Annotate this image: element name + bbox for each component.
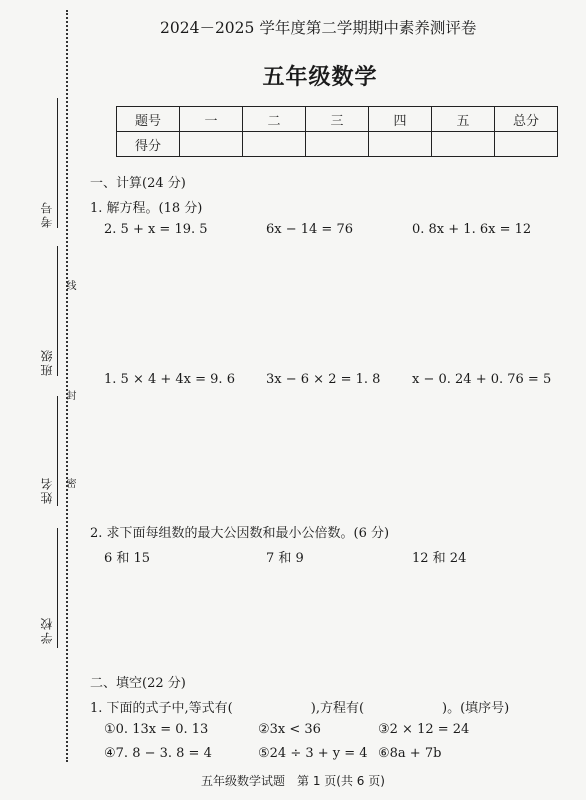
binding-mark-line: 线 bbox=[64, 280, 75, 290]
score-cell: 题号 bbox=[117, 107, 180, 132]
equation: 6x − 14 = 76 bbox=[266, 222, 354, 237]
exam-title: 2024－2025 学年度第二学期期中素养测评卷 bbox=[160, 19, 477, 37]
section-2-title: 二、填空(22 分) bbox=[90, 676, 186, 691]
score-entry-cell[interactable] bbox=[180, 132, 243, 157]
name-label: 姓名 bbox=[40, 476, 54, 504]
exam-no-write-line bbox=[57, 98, 58, 228]
equation: 1. 5 × 4 + 4x = 9. 6 bbox=[104, 372, 235, 387]
class-label: 班级 bbox=[40, 348, 54, 376]
number-pair: 7 和 9 bbox=[266, 551, 304, 566]
score-entry-cell[interactable] bbox=[243, 132, 306, 157]
score-entry-cell[interactable] bbox=[432, 132, 495, 157]
score-table bbox=[116, 106, 558, 157]
section-1-title: 一、计算(24 分) bbox=[90, 176, 186, 191]
option-item: ③2 × 12 = 24 bbox=[378, 722, 470, 737]
score-cell: 得分 bbox=[117, 132, 180, 157]
school-write-line bbox=[57, 528, 58, 648]
score-cell: 二 bbox=[243, 107, 306, 132]
number-pair: 12 和 24 bbox=[412, 551, 467, 566]
question-2-title: 2. 求下面每组数的最大公因数和最小公倍数。(6 分) bbox=[90, 526, 390, 541]
option-item: ①0. 13x = 0. 13 bbox=[104, 722, 209, 737]
exam-no-label: 考号 bbox=[40, 200, 54, 228]
score-cell: 一 bbox=[180, 107, 243, 132]
subject-title: 五年级数学 bbox=[262, 64, 378, 90]
binding-dotted-line bbox=[66, 10, 68, 762]
score-cell: 四 bbox=[369, 107, 432, 132]
binding-mark-secret: 密 bbox=[64, 478, 75, 488]
fill-question-middle: ),方程有( bbox=[310, 701, 365, 716]
equation: 3x − 6 × 2 = 1. 8 bbox=[266, 372, 381, 387]
binding-mark-seal: 封 bbox=[64, 390, 75, 400]
fill-question-1 bbox=[90, 697, 509, 716]
score-cell: 三 bbox=[306, 107, 369, 132]
question-1-title: 1. 解方程。(18 分) bbox=[90, 201, 203, 216]
score-table-header-row bbox=[117, 107, 558, 132]
class-write-line bbox=[57, 246, 58, 376]
equation: 2. 5 + x = 19. 5 bbox=[104, 222, 208, 237]
option-item: ②3x < 36 bbox=[258, 722, 321, 737]
page-footer: 五年级数学试题 第 1 页(共 6 页) bbox=[201, 774, 385, 788]
score-entry-cell[interactable] bbox=[306, 132, 369, 157]
equation: 0. 8x + 1. 6x = 12 bbox=[412, 222, 532, 237]
option-item: ⑤24 ÷ 3 + y = 4 bbox=[258, 746, 368, 761]
score-table-score-row bbox=[117, 132, 558, 157]
name-write-line bbox=[57, 396, 58, 506]
option-item: ⑥8a + 7b bbox=[378, 746, 442, 761]
score-cell: 五 bbox=[432, 107, 495, 132]
score-cell: 总分 bbox=[495, 107, 558, 132]
number-pair: 6 和 15 bbox=[104, 551, 151, 566]
equation: x − 0. 24 + 0. 76 = 5 bbox=[412, 372, 552, 387]
fill-question-suffix: )。(填序号) bbox=[442, 701, 510, 716]
score-entry-cell[interactable] bbox=[369, 132, 432, 157]
option-item: ④7. 8 − 3. 8 = 4 bbox=[104, 746, 212, 761]
school-label: 学校 bbox=[40, 616, 54, 644]
fill-question-prefix: 1. 下面的式子中,等式有( bbox=[90, 701, 233, 716]
score-entry-cell[interactable] bbox=[495, 132, 558, 157]
